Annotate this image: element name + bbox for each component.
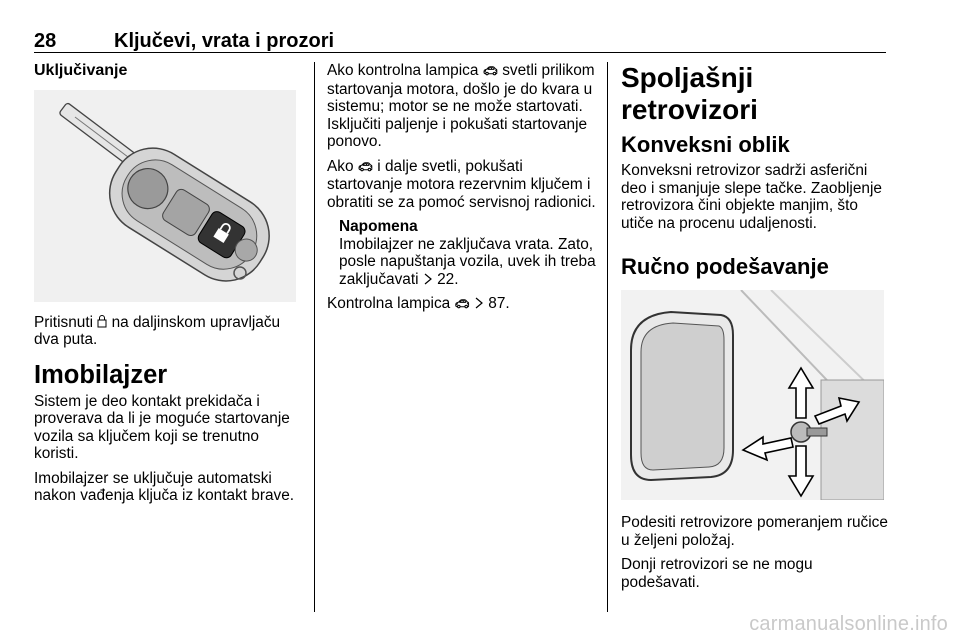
immobilizer-paragraph-2: Imobilajzer se uključuje automatski nakon vađenja ključa iz kontakt brave. bbox=[34, 469, 295, 504]
page-header bbox=[34, 30, 886, 53]
mirror-adjust-icon bbox=[621, 290, 884, 500]
immobilizer-car-lock-icon: 🚗︎ bbox=[454, 297, 470, 311]
mirrors-heading: Spoljašnji retrovizori bbox=[621, 62, 758, 125]
column-left bbox=[34, 62, 302, 512]
chapter-title: Ključevi, vrata i prozori bbox=[114, 30, 335, 52]
key-fob-icon bbox=[34, 90, 296, 302]
convex-heading: Konveksni oblik bbox=[621, 132, 790, 157]
lamp-page-ref[interactable]: 87. bbox=[488, 295, 510, 312]
note-block bbox=[339, 218, 597, 288]
watermark: carmanualsonline.info bbox=[749, 613, 948, 635]
page-reference-icon bbox=[423, 273, 433, 285]
adjust-paragraph: Podesiti retrovizore pomeranjem ručice u željeni položaj. bbox=[621, 514, 888, 549]
lower-mirrors-paragraph: Donji retrovizori se ne mogu podešavati. bbox=[621, 556, 813, 591]
note-title: Napomena bbox=[339, 218, 418, 235]
padlock-icon bbox=[97, 315, 107, 328]
immobilizer-car-lock-icon: 🚗︎ bbox=[482, 64, 498, 78]
immobilizer-car-lock-icon: 🚗︎ bbox=[357, 159, 374, 174]
column-divider-2 bbox=[607, 62, 608, 612]
column-divider-1 bbox=[314, 62, 315, 612]
page-reference-icon bbox=[474, 297, 484, 309]
warning-lamp-paragraph-2: Ako 🚗︎ i dalje svetli, pokušati startovanje motora rezervnim ključem i obratiti se za pomoć servisnoj radionici. bbox=[327, 157, 596, 211]
subheading-activation: Uključivanje bbox=[34, 62, 128, 79]
immobilizer-heading: Imobilajzer bbox=[34, 360, 168, 389]
press-instruction: Pritisnuti na daljinskom upravljaču dva puta. bbox=[34, 313, 281, 348]
column-middle bbox=[327, 62, 597, 321]
manual-adjust-heading: Ručno podešavanje bbox=[621, 254, 829, 279]
key-fob-figure bbox=[34, 90, 296, 302]
column-right bbox=[621, 62, 889, 598]
immobilizer-paragraph-1: Sistem je deo kontakt prekidača i proverava da li je moguće startovanje vozila sa ključem koji se trenutno koristi. bbox=[34, 392, 290, 462]
page-number: 28 bbox=[34, 30, 57, 52]
warning-lamp-paragraph-1: Ako kontrolna lampica 🚗︎ svetli prilikom startovanja motora, došlo je do kvara u sistemu; motor se ne može startovati. Isključiti paljenje i pokušati startovanje ponovo. bbox=[327, 62, 595, 150]
convex-paragraph: Konveksni retrovizor sadrži asferični deo i smanjuje slepe tačke. Zaobljenje retrovizora čini objekte manjim, što utiče na procenu udaljenosti. bbox=[621, 162, 882, 232]
note-text: Imobilajzer ne zaključava vrata. Zato, posle napuštanja vozila, uvek ih treba zaključavati 22. bbox=[339, 235, 596, 288]
mirror-adjust-figure bbox=[621, 290, 884, 500]
control-lamp-reference: Kontrolna lampica 🚗︎ 87. bbox=[327, 295, 510, 312]
note-page-ref[interactable]: 22. bbox=[437, 270, 459, 288]
